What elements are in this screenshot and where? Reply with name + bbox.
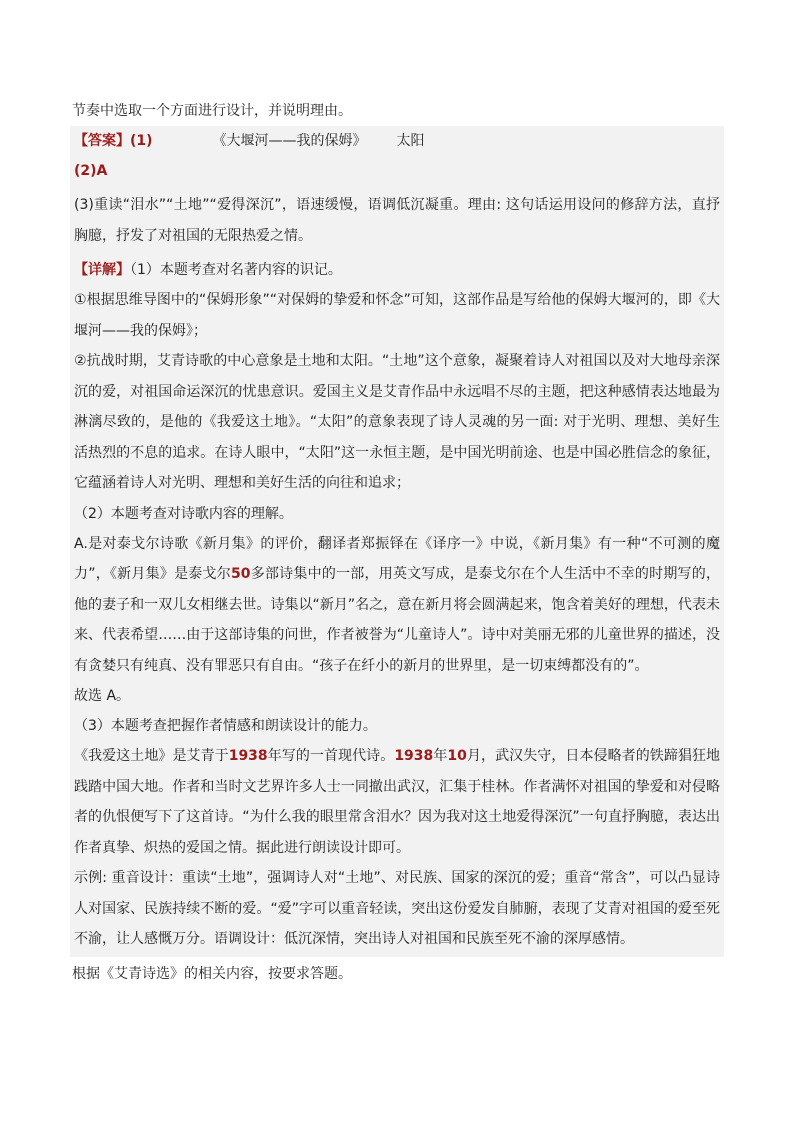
answer-part1 [74, 126, 720, 156]
detail-q2-conclusion: 故选 A。 [74, 688, 131, 704]
detail-q3-example: 示例: 重音设计：重读“土地”，强调诗人对“土地”、对民族、国家的深沉的爱；重音“常含”，可以凸显诗人对国家、民族持续不断的爱。“爱”字可以重音轻读，突出这份爱发自肺腑，表现了艾青对祖国的爱至死不渝，让人感慨万分。语调设计：低沉深情，突出诗人对祖国和民族至死不渝的深厚感情。 [74, 870, 720, 947]
detail-q2-title: （2）本题考查对诗歌内容的理解。 [74, 505, 293, 522]
document-page [70, 96, 724, 989]
intro-line: 节奏中选取一个方面进行设计，并说明理由。 [72, 103, 352, 119]
detail-q2-body-pre: A.是对泰戈尔诗歌《新月集》的评价，翻译者郑振铎在《译序一》中说，《新月集》有一种“不可测的魔力”，《新月集》是泰戈尔 [74, 535, 720, 582]
answer-part1-image: 太阳 [396, 133, 425, 149]
detail-q1-item2: ②抗战时期，艾青诗歌的中心意象是土地和太阳。“土地”这个意象，凝聚着诗人对祖国以及对大地母亲深沉的爱，对祖国命运深沉的忧患意识。爱国主义是艾青作品中永远唱不尽的主题，把这种感情表达地最为淋漓尽致的，是他的《我爱这土地》。“太阳”的意象表现了诗人灵魂的另一面: 对于光明、理想、美好生活热烈的不息的追求。在诗人眼中，“太阳”这一永恒主题，是中国光明前途、也是中国必胜信念的象征，它蕴涵着诗人对光明、理想和美好生活的向往和追求； [74, 353, 720, 491]
detail-label: 【详解】 [74, 262, 130, 278]
detail-q1-item1: ①根据思维导图中的“保姆形象”“对保姆的挚爱和怀念”可知，这部作品是写给他的保姆大堰河的，即《大堰河——我的保姆》； [74, 292, 720, 339]
answer-part1-number: (1) [130, 133, 153, 149]
detail-q3-title: （3）本题考查把握作者情感和朗读设计的能力。 [74, 718, 377, 734]
detail-q2-body [74, 529, 720, 682]
detail-q3-month: 10 [447, 748, 467, 764]
answer-label: 【答案】 [74, 133, 130, 149]
footer-line: 根据《艾青诗选》的相关内容，按要求答题。 [72, 965, 352, 982]
answer-part2: (2)A [74, 163, 108, 179]
detail-q1-title: （1）本题考查对名著内容的识记。 [130, 262, 342, 278]
answer-part1-book: 《大堰河——我的保姆》 [212, 133, 367, 149]
detail-q2-body-post: 多部诗集中的一部，用英文写成，是泰戈尔在个人生活中不幸的时期写的，他的妻子和一双儿女相继去世。诗集以“新月”名之，意在新月将会圆满起来，饱含着美好的理想，代表未来、代表希望……由于这部诗集的问世，作者被誉为“儿童诗人”。诗中对美丽无邪的儿童世界的描述，没有贪婪只有纯真、没有罪恶只有自由。“孩子在纤小的新月的世界里，是一切束缚都没有的”。 [74, 566, 720, 674]
detail-q1-heading [74, 255, 720, 285]
detail-q3-body [74, 741, 720, 863]
detail-q3-year-2: 1938 [394, 748, 434, 764]
detail-q3-year: 1938 [228, 748, 268, 764]
detail-q3-text-d: 月，武汉失守，日本侵略者的铁蹄猖狂地践踏中国大地。作者和当时文艺界许多人士一同撤出武汉，汇集于桂林。作者满怀对祖国的挚爱和对侵略者的仇恨便写下了这首诗。“为什么我的眼里常含泪水？因为我对这土地爱得深沉”一句直抒胸臆，表达出作者真挚、炽热的爱国之情。据此进行朗读设计即可。 [74, 748, 721, 856]
detail-q3-text-c: 年 [433, 748, 448, 764]
detail-q3-text-a: 《我爱这土地》是艾青于 [74, 748, 229, 764]
detail-q3-text-b: 年写的一首现代诗。 [267, 748, 395, 764]
detail-q2-number: 50 [231, 566, 251, 582]
answer-explanation-box [70, 126, 724, 957]
answer-part3: (3)重读“泪水”“土地”“爱得深沉”，语速缓慢，语调低沉凝重。理由: 这句话运用设问的修辞方法，直抒胸臆，抒发了对祖国的无限热爱之情。 [74, 197, 720, 244]
